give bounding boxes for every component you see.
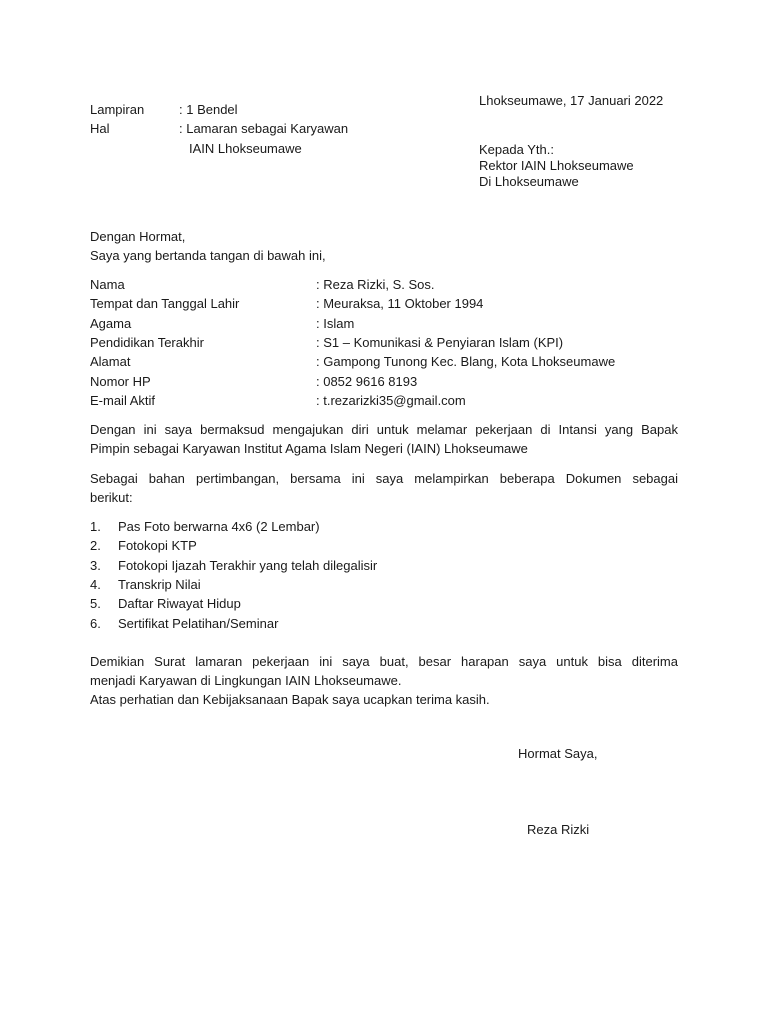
place-date: Lhokseumawe, 17 Januari 2022 xyxy=(479,93,664,108)
identity-label: Agama xyxy=(90,316,132,331)
list-number: 5. xyxy=(90,596,101,611)
identity-row-education xyxy=(90,333,690,352)
paragraph-line: menjadi Karyawan di Lingkungan IAIN Lhokseumawe. xyxy=(90,673,402,688)
closing-paragraph xyxy=(90,652,678,709)
list-number: 3. xyxy=(90,558,101,573)
paragraph-line: Dengan ini saya bermaksud mengajukan diri untuk melamar pekerjaan di Intansi yang Bapak xyxy=(90,422,678,437)
list-text: Transkrip Nilai xyxy=(118,577,201,592)
intro-line: Saya yang bertanda tangan di bawah ini, xyxy=(90,248,326,263)
list-number: 2. xyxy=(90,538,101,553)
identity-value: : t.rezarizki35@gmail.com xyxy=(316,393,466,408)
hal-value: : Lamaran sebagai Karyawan xyxy=(179,121,349,136)
identity-label: Nomor HP xyxy=(90,374,151,389)
identity-value: : Gampong Tunong Kec. Blang, Kota Lhokseumawe xyxy=(316,354,616,369)
recipient-line-2: Rektor IAIN Lhokseumawe xyxy=(479,158,634,173)
identity-label: Tempat dan Tanggal Lahir xyxy=(90,296,240,311)
list-number: 6. xyxy=(90,616,101,631)
identity-value: : Islam xyxy=(316,316,355,331)
identity-value: : Meuraksa, 11 Oktober 1994 xyxy=(316,296,484,311)
identity-row-phone xyxy=(90,372,690,391)
paragraph-line: Sebagai bahan pertimbangan, bersama ini saya melampirkan beberapa Dokumen sebagai xyxy=(90,471,678,486)
identity-label: E-mail Aktif xyxy=(90,393,156,408)
list-text: Pas Foto berwarna 4x6 (2 Lembar) xyxy=(118,519,320,534)
list-text: Fotokopi Ijazah Terakhir yang telah dilegalisir xyxy=(118,558,378,573)
recipient-line-3: Di Lhokseumawe xyxy=(479,174,579,189)
recipient-line-1: Kepada Yth.: xyxy=(479,142,554,157)
list-text: Daftar Riwayat Hidup xyxy=(118,596,241,611)
signoff: Hormat Saya, xyxy=(518,746,598,761)
lampiran-value: : 1 Bendel xyxy=(179,102,238,117)
identity-value: : Reza Rizki, S. Sos. xyxy=(316,277,435,292)
list-text: Fotokopi KTP xyxy=(118,538,197,553)
identity-label: Nama xyxy=(90,277,125,292)
hal-value-continued: IAIN Lhokseumawe xyxy=(189,141,302,156)
identity-value: : S1 – Komunikasi & Penyiaran Islam (KPI) xyxy=(316,335,564,350)
identity-value: : 0852 9616 8193 xyxy=(316,374,418,389)
paragraph-line: Demikian Surat lamaran pekerjaan ini saya buat, besar harapan saya untuk bisa diterima xyxy=(90,654,678,669)
identity-row-email xyxy=(90,391,690,410)
attachments-paragraph xyxy=(90,469,678,507)
greeting: Dengan Hormat, xyxy=(90,229,186,244)
list-number: 1. xyxy=(90,519,101,534)
hal-label: Hal xyxy=(90,121,110,136)
identity-row-address xyxy=(90,352,690,371)
application-paragraph xyxy=(90,420,678,458)
list-number: 4. xyxy=(90,577,101,592)
identity-label: Alamat xyxy=(90,354,131,369)
identity-row-religion xyxy=(90,314,690,333)
paragraph-line: berikut: xyxy=(90,490,133,505)
lampiran-label: Lampiran xyxy=(90,102,145,117)
paragraph-line: Pimpin sebagai Karyawan Institut Agama Islam Negeri (IAIN) Lhokseumawe xyxy=(90,441,528,456)
identity-row-birth xyxy=(90,294,690,313)
signature-name: Reza Rizki xyxy=(527,822,590,837)
paragraph-line: Atas perhatian dan Kebijaksanaan Bapak saya ucapkan terima kasih. xyxy=(90,692,490,707)
identity-label: Pendidikan Terakhir xyxy=(90,335,204,350)
list-text: Sertifikat Pelatihan/Seminar xyxy=(118,616,279,631)
identity-row-name xyxy=(90,275,690,294)
